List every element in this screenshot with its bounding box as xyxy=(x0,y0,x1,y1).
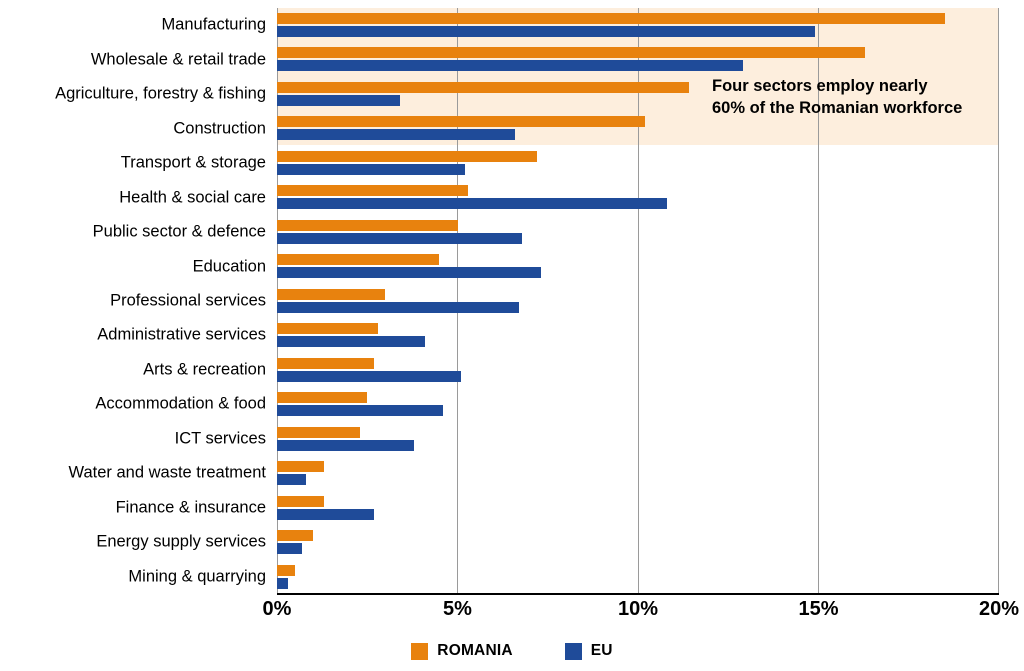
annotation-line-1: Four sectors employ nearly xyxy=(712,77,928,95)
bar-romania xyxy=(277,530,313,541)
legend-item[interactable] xyxy=(411,642,512,660)
bar-eu xyxy=(277,60,743,71)
category-label: Arts & recreation xyxy=(143,360,266,379)
legend-label: ROMANIA xyxy=(437,642,513,659)
bar-eu xyxy=(277,95,400,106)
bar-eu xyxy=(277,474,306,485)
chart-row xyxy=(0,560,1024,594)
row-bars xyxy=(277,387,999,421)
bar-eu xyxy=(277,164,465,175)
x-tick-label: 20% xyxy=(978,598,1020,620)
bar-eu xyxy=(277,233,522,244)
bar-eu xyxy=(277,198,667,209)
bar-romania xyxy=(277,13,945,24)
legend-swatch-icon xyxy=(565,643,582,660)
category-label: Public sector & defence xyxy=(92,222,266,241)
x-tick-label: 0% xyxy=(262,598,292,620)
x-tick-label: 5% xyxy=(443,598,472,620)
bar-eu xyxy=(277,578,288,589)
bar-eu xyxy=(277,405,443,416)
chart-annotation xyxy=(712,75,982,120)
bar-eu xyxy=(277,26,815,37)
category-label: Administrative services xyxy=(97,325,266,344)
bar-eu xyxy=(277,371,461,382)
bar-eu xyxy=(277,509,374,520)
chart-row xyxy=(0,42,1024,76)
category-label: Wholesale & retail trade xyxy=(90,50,266,69)
chart-row xyxy=(0,525,1024,559)
bar-eu xyxy=(277,129,515,140)
bar-romania xyxy=(277,82,689,93)
row-bars xyxy=(277,456,999,490)
category-label: Health & social care xyxy=(119,188,266,207)
bar-romania xyxy=(277,358,374,369)
row-bars xyxy=(277,318,999,352)
category-label: Professional services xyxy=(110,291,266,310)
chart-row xyxy=(0,491,1024,525)
row-bars xyxy=(277,8,999,42)
x-axis-ticks xyxy=(262,598,1020,626)
category-label: Water and waste treatment xyxy=(68,463,266,482)
bar-romania xyxy=(277,220,458,231)
x-tick-label: 15% xyxy=(798,598,839,620)
row-bars xyxy=(277,215,999,249)
category-label: Accommodation & food xyxy=(95,394,266,413)
bar-romania xyxy=(277,151,537,162)
row-bars xyxy=(277,491,999,525)
bar-romania xyxy=(277,496,324,507)
bar-romania xyxy=(277,254,439,265)
category-label: Energy supply services xyxy=(96,532,266,551)
category-label: Transport & storage xyxy=(120,153,266,172)
bar-eu xyxy=(277,302,519,313)
bar-romania xyxy=(277,185,468,196)
bar-romania xyxy=(277,289,385,300)
row-bars xyxy=(277,353,999,387)
bar-romania xyxy=(277,461,324,472)
legend-item[interactable] xyxy=(565,642,613,660)
chart-row xyxy=(0,387,1024,421)
legend-swatch-icon xyxy=(411,643,428,660)
chart-legend xyxy=(0,642,1024,660)
chart-row xyxy=(0,284,1024,318)
chart-row xyxy=(0,8,1024,42)
row-bars xyxy=(277,180,999,214)
chart-row xyxy=(0,180,1024,214)
bar-romania xyxy=(277,427,360,438)
category-label: ICT services xyxy=(174,429,266,448)
chart-row xyxy=(0,318,1024,352)
row-bars xyxy=(277,525,999,559)
legend-label: EU xyxy=(590,642,613,659)
category-label: Construction xyxy=(173,119,266,138)
annotation-line-2: 60% of the Romanian workforce xyxy=(712,99,963,118)
category-label: Education xyxy=(192,257,266,276)
row-bars xyxy=(277,146,999,180)
bar-eu xyxy=(277,440,414,451)
chart-row xyxy=(0,146,1024,180)
row-bars xyxy=(277,422,999,456)
bar-romania xyxy=(277,323,378,334)
row-bars xyxy=(277,560,999,594)
chart-row xyxy=(0,353,1024,387)
bar-romania xyxy=(277,47,865,58)
bar-eu xyxy=(277,543,302,554)
category-label: Manufacturing xyxy=(161,15,266,34)
bar-eu xyxy=(277,267,541,278)
row-bars xyxy=(277,284,999,318)
x-tick-label: 10% xyxy=(617,598,659,620)
category-label: Mining & quarrying xyxy=(128,567,266,586)
bar-eu xyxy=(277,336,425,347)
bar-romania xyxy=(277,392,367,403)
x-axis-line xyxy=(277,593,999,595)
row-bars xyxy=(277,42,999,76)
row-bars xyxy=(277,249,999,283)
category-label: Agriculture, forestry & fishing xyxy=(55,84,266,103)
bar-romania xyxy=(277,565,295,576)
chart-row xyxy=(0,249,1024,283)
bar-romania xyxy=(277,116,645,127)
chart-row xyxy=(0,422,1024,456)
chart-row xyxy=(0,456,1024,490)
category-label: Finance & insurance xyxy=(115,498,266,517)
chart-row xyxy=(0,215,1024,249)
